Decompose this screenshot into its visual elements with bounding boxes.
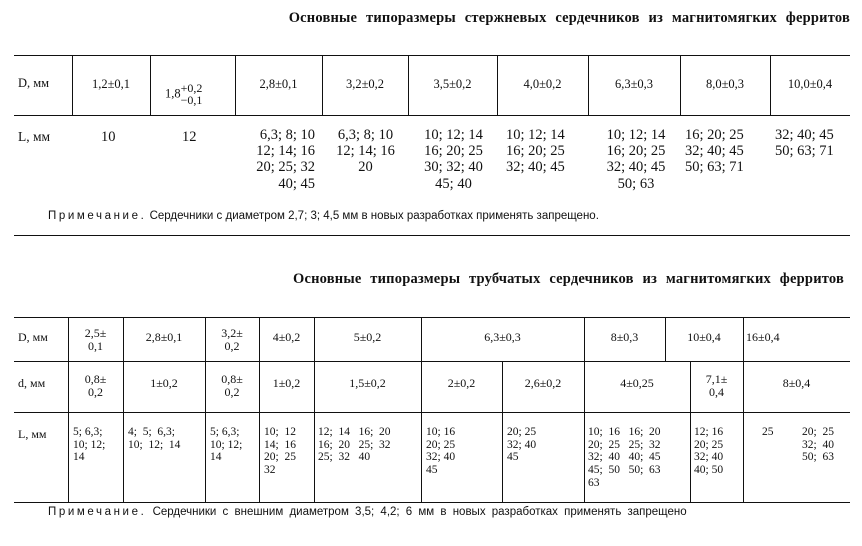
table2-inner-5: 1,5±0,2 — [349, 376, 386, 390]
table1-length-3: 6,3; 8; 10 12; 14; 16 20; 25; 32 40; 45 — [256, 127, 315, 192]
table1-title: Основные типоразмеры стержневых сердечников из магнитомягких ферритов — [288, 10, 850, 26]
table2-inner-9: 7,1± 0,4 — [705, 372, 728, 399]
table2-outer-4: 4±0,2 — [272, 330, 301, 344]
table1-header-5: 3,5±0,2 — [433, 77, 472, 91]
table1-d-label: D, мм — [18, 76, 50, 90]
table2-top-rule — [14, 317, 850, 318]
table2-length-3: 5; 6,3; 10; 12; 14 — [210, 426, 243, 464]
table1-length-5: 10; 12; 14 16; 20; 25 30; 32; 40 45; 40 — [424, 127, 483, 192]
table2-inner-4: 1±0,2 — [272, 376, 301, 390]
table2-outer-7: 8±0,3 — [610, 330, 639, 344]
table1-length-4: 6,3; 8; 10 12; 14; 16 20 — [336, 127, 395, 176]
table2-inner-10: 8±0,4 — [782, 376, 811, 390]
table1-header-8: 8,0±0,3 — [705, 77, 745, 91]
table2-length-9: 12; 16 20; 25 32; 40 40; 50 — [694, 426, 724, 476]
table2-outer-3: 3,2± 0,2 — [221, 326, 243, 353]
table1-top-rule — [14, 55, 850, 56]
table1-note: Примечание. Сердечники с диаметром 2,7; 3; 4,5 мм в новых разработках применять запрещено. — [48, 210, 599, 222]
table1-header-9: 10,0±0,4 — [787, 77, 833, 91]
table1-length-1: 10 — [101, 129, 116, 145]
table2-d-inner-label: d, мм — [18, 376, 46, 390]
table2-outer-6: 6,3±0,3 — [484, 330, 521, 344]
table2-length-7: 20; 25 32; 40 45 — [507, 426, 537, 464]
table2-l-label: L, мм — [18, 427, 47, 441]
table2-outer-9: 16±0,4 — [746, 330, 780, 344]
table2-length-2: 4; 5; 6,3; 10; 12; 14 — [128, 426, 181, 451]
table2-inner-7: 2,6±0,2 — [524, 376, 562, 390]
table1-header-1: 1,2±0,1 — [91, 77, 131, 91]
table2-inner-1: 0,8± 0,2 — [84, 372, 107, 399]
table1-length-6: 10; 12; 14 16; 20; 25 32; 40; 45 — [506, 127, 565, 176]
table2-row-rule-2 — [14, 412, 850, 413]
table1-bottom-rule — [14, 235, 850, 236]
table1-l-label: L, мм — [18, 129, 51, 144]
table2-length-6: 10; 16 20; 25 32; 40 45 — [426, 426, 456, 476]
table2-note: Примечание. Сердечники с внешним диаметром 3,5; 4,2; 6 мм в новых разработках применять запрещено — [48, 506, 687, 518]
table2-length-11: 20; 25 32; 40 50; 63 — [802, 426, 834, 464]
table2-row-rule-1 — [14, 361, 850, 362]
table1-length-2: 12 — [182, 129, 197, 145]
table2-outer-8: 10±0,4 — [687, 330, 721, 344]
table2-length-8: 10; 16 16; 20 20; 25 25; 32 32; 40 40; 45 45; 50 50; 63 63 — [588, 426, 661, 489]
table2-outer-5: 5±0,2 — [353, 330, 382, 344]
table1-length-7: 10; 12; 14 16; 20; 25 32; 40; 45 50; 63 — [606, 127, 666, 192]
table1-header-3: 2,8±0,1 — [259, 77, 298, 91]
table1-header-7: 6,3±0,3 — [614, 77, 654, 91]
table1-header-2: 1,8+0,2 −0,1 — [165, 81, 203, 107]
table2-length-10: 25 — [762, 426, 774, 438]
table1-length-9: 32; 40; 45 50; 63; 71 — [775, 127, 834, 160]
table2-inner-3: 0,8± 0,2 — [221, 372, 243, 399]
table1-header-rule — [14, 115, 850, 116]
table2-length-1: 5; 6,3; 10; 12; 14 — [73, 426, 106, 464]
table1-header-4: 3,2±0,2 — [345, 77, 385, 91]
table2-bottom-rule — [14, 502, 850, 503]
table2-length-5: 12; 14 16; 20 16; 20 25; 32 25; 32 40 — [318, 426, 391, 464]
table2-inner-8: 4±0,25 — [620, 376, 654, 390]
table1-header-6: 4,0±0,2 — [523, 77, 562, 91]
table2-length-4: 10; 12 14; 16 20; 25 32 — [264, 426, 296, 476]
table2-inner-6: 2±0,2 — [447, 376, 476, 390]
table2-outer-2: 2,8±0,1 — [145, 330, 183, 344]
table2-inner-2: 1±0,2 — [150, 376, 178, 390]
table2-d-outer-label: D, мм — [18, 330, 48, 344]
table2-title: Основные типоразмеры трубчатых сердечников из магнитомягких ферритов — [292, 271, 844, 287]
table2-outer-1: 2,5± 0,1 — [84, 326, 107, 353]
table1-length-8: 16; 20; 25 32; 40; 45 50; 63; 71 — [685, 127, 744, 176]
